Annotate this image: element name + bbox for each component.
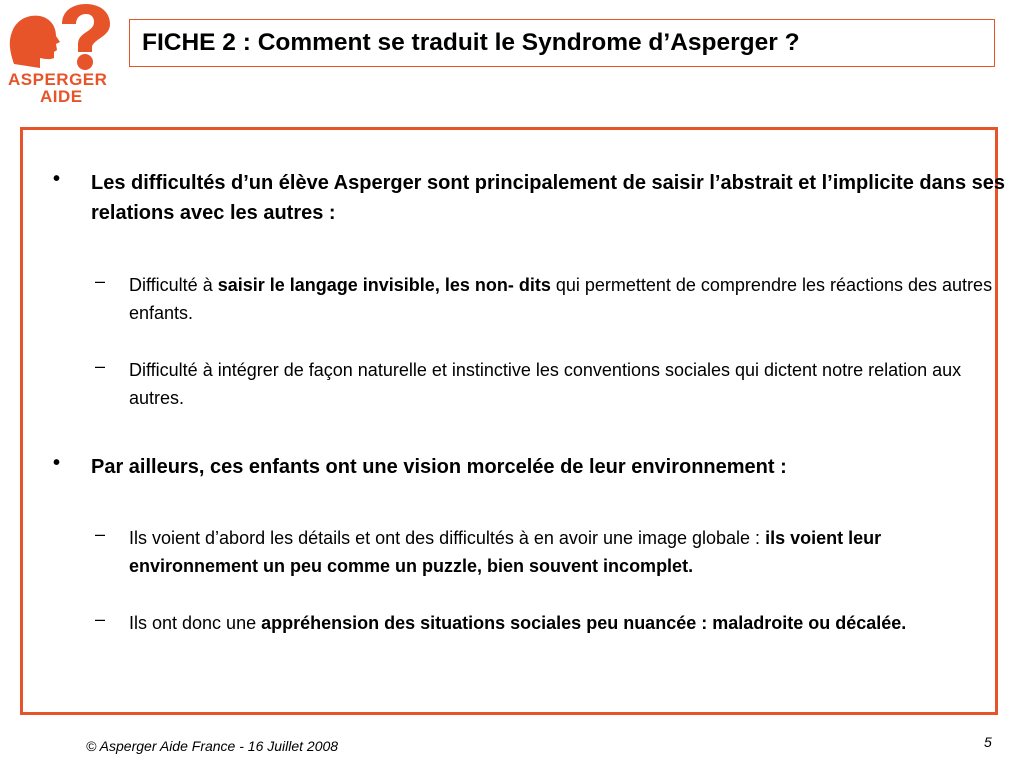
sub-mark: –	[95, 524, 106, 544]
sub-text: Ils voient d’abord les détails et ont des difficultés à en avoir une image globale : ils voient leur environnement un peu comme un puzzle, bien souvent incomplet.	[129, 528, 882, 576]
page-title: FICHE 2 : Comment se traduit le Syndrome d’Asperger ?	[142, 29, 800, 56]
sub-mark: –	[95, 271, 106, 291]
page-number: 5	[984, 734, 992, 750]
bullet-mark: •	[53, 168, 61, 190]
bullet-mark: •	[53, 452, 61, 474]
bullet-text: Par ailleurs, ces enfants ont une vision morcelée de leur environnement :	[91, 456, 787, 478]
sub-text: Difficulté à saisir le langage invisible, les non- dits qui permettent de comprendre les réactions des autres enfants.	[129, 275, 993, 323]
logo-text-line2: AIDE	[40, 87, 83, 106]
content-box	[20, 127, 1005, 715]
bullet-text: Les difficultés d’un élève Asperger sont principalement de saisir l’abstrait et l’implicite dans ses relations avec les autres :	[91, 172, 1005, 224]
sub-mark: –	[95, 356, 106, 376]
sub-text: Ils ont donc une appréhension des situations sociales peu nuancée : maladroite ou décalée.	[129, 613, 907, 633]
footer-copyright: © Asperger Aide France - 16 Juillet 2008	[86, 738, 339, 754]
sub-text: Difficulté à intégrer de façon naturelle et instinctive les conventions sociales qui dictent notre relation aux autres.	[129, 360, 962, 408]
head-question-mark-icon	[4, 2, 120, 72]
logo-text-line1: ASPERGER	[8, 70, 108, 89]
title-box	[129, 19, 995, 67]
logo	[4, 2, 120, 106]
sub-mark: –	[95, 609, 106, 629]
